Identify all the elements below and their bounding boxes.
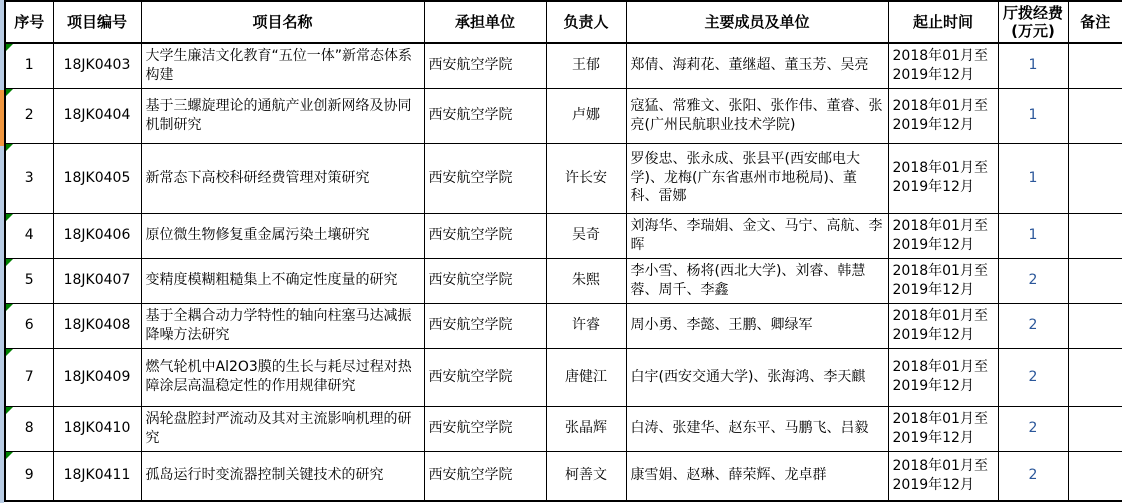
error-indicator-icon <box>6 452 13 459</box>
cell-period[interactable] <box>888 348 998 406</box>
cell-period[interactable] <box>888 143 998 213</box>
period-line1: 2018年01月至 <box>892 217 988 234</box>
table-row <box>5 88 1122 143</box>
cell-members[interactable]: 寇猛、常雅文、张阳、张作伟、董睿、张亮(广州民航职业技术学院) <box>626 88 888 143</box>
error-indicator-icon <box>6 214 13 221</box>
cell-name[interactable]: 涡轮盘腔封严流动及其对主流影响机理的研究 <box>141 406 424 451</box>
cell-leader[interactable]: 唐健江 <box>546 348 626 406</box>
row-number: 3 <box>24 169 34 186</box>
cell-unit[interactable]: 西安航空学院 <box>424 88 546 143</box>
table-row <box>5 303 1122 348</box>
row-number: 8 <box>24 420 34 437</box>
cell-no[interactable] <box>5 213 53 258</box>
cell-leader[interactable]: 卢娜 <box>546 88 626 143</box>
cell-period[interactable] <box>888 213 998 258</box>
period-line2: 2019年12月 <box>892 476 974 493</box>
table-row <box>5 213 1122 258</box>
cell-note[interactable] <box>1068 303 1122 348</box>
cell-members[interactable]: 罗俊忠、张永成、张县平(西安邮电大学)、龙梅(广东省惠州市地税局)、董科、雷娜 <box>626 143 888 213</box>
cell-name[interactable]: 大学生廉洁文化教育“五位一体”新常态体系构建 <box>141 43 424 88</box>
header-leader[interactable]: 负责人 <box>546 1 626 43</box>
cell-fund[interactable]: 1 <box>998 143 1068 213</box>
cell-name[interactable]: 基于三螺旋理论的通航产业创新网络及协同机制研究 <box>141 88 424 143</box>
period-line2: 2019年12月 <box>892 179 974 195</box>
table-row <box>5 348 1122 406</box>
table-row <box>5 43 1122 88</box>
cell-unit[interactable]: 西安航空学院 <box>424 406 546 451</box>
cell-code[interactable]: 18JK0408 <box>53 303 141 348</box>
cell-note[interactable] <box>1068 213 1122 258</box>
period-line2: 2019年12月 <box>892 281 974 298</box>
cell-members[interactable]: 郑倩、海莉花、董继超、董玉芳、吴亮 <box>626 43 888 88</box>
period-line2: 2019年12月 <box>892 326 974 343</box>
cell-unit[interactable]: 西安航空学院 <box>424 143 546 213</box>
header-fund-line1: 厅拨经费 <box>1002 4 1063 22</box>
cell-no[interactable] <box>5 43 53 88</box>
period-line1: 2018年01月至 <box>892 47 988 64</box>
period-line1: 2018年01月至 <box>892 160 988 177</box>
cell-note[interactable] <box>1068 258 1122 303</box>
period-line1: 2018年01月至 <box>892 307 988 324</box>
header-unit[interactable]: 承担单位 <box>424 1 546 43</box>
cell-members[interactable]: 康雪娟、赵琳、薛荣辉、龙卓群 <box>626 451 888 501</box>
period-line2: 2019年12月 <box>892 116 974 133</box>
header-note[interactable]: 备注 <box>1068 1 1122 43</box>
cell-fund[interactable]: 2 <box>998 406 1068 451</box>
header-fund[interactable] <box>998 1 1068 43</box>
cell-unit[interactable]: 西安航空学院 <box>424 303 546 348</box>
period-line1: 2018年01月至 <box>892 359 988 376</box>
cell-note[interactable] <box>1068 406 1122 451</box>
cell-name[interactable]: 燃气轮机中Al2O3膜的生长与耗尽过程对热障涂层高温稳定性的作用规律研究 <box>141 348 424 406</box>
row-number: 2 <box>24 107 34 124</box>
cell-no[interactable] <box>5 143 53 213</box>
table-row <box>5 451 1122 501</box>
table-row <box>5 143 1122 213</box>
header-fund-line2: (万元) <box>1011 22 1055 40</box>
cell-fund[interactable]: 1 <box>998 43 1068 88</box>
header-no[interactable]: 序号 <box>5 1 53 43</box>
cell-leader[interactable]: 朱熙 <box>546 258 626 303</box>
cell-members[interactable]: 李小雪、杨将(西北大学)、刘睿、韩慧蓉、周千、李鑫 <box>626 258 888 303</box>
cell-unit[interactable]: 西安航空学院 <box>424 348 546 406</box>
cell-code[interactable]: 18JK0405 <box>53 143 141 213</box>
cell-note[interactable] <box>1068 348 1122 406</box>
cell-no[interactable] <box>5 451 53 501</box>
cell-code[interactable]: 18JK0404 <box>53 88 141 143</box>
error-indicator-icon <box>6 144 13 151</box>
cell-code[interactable]: 18JK0410 <box>53 406 141 451</box>
period-line2: 2019年12月 <box>892 66 974 83</box>
header-code[interactable]: 项目编号 <box>53 1 141 43</box>
period-line2: 2019年12月 <box>892 236 974 253</box>
cell-name[interactable]: 孤岛运行时变流器控制关键技术的研究 <box>141 451 424 501</box>
cell-period[interactable] <box>888 43 998 88</box>
cell-fund[interactable]: 2 <box>998 258 1068 303</box>
cell-unit[interactable]: 西安航空学院 <box>424 258 546 303</box>
cell-code[interactable]: 18JK0409 <box>53 348 141 406</box>
header-members[interactable]: 主要成员及单位 <box>626 1 888 43</box>
cell-code[interactable]: 18JK0403 <box>53 43 141 88</box>
cell-code[interactable]: 18JK0406 <box>53 213 141 258</box>
row-number: 7 <box>24 368 34 385</box>
cell-leader[interactable]: 吴奇 <box>546 213 626 258</box>
error-indicator-icon <box>6 407 13 414</box>
row-number: 1 <box>24 57 34 74</box>
error-indicator-icon <box>6 44 13 51</box>
cell-no[interactable] <box>5 88 53 143</box>
row-number: 6 <box>24 317 34 334</box>
error-indicator-icon <box>6 259 13 266</box>
table-row <box>5 258 1122 303</box>
cell-leader[interactable]: 柯善文 <box>546 451 626 501</box>
cell-period[interactable] <box>888 406 998 451</box>
cell-members[interactable]: 白宇(西安交通大学)、张海鸿、李天麒 <box>626 348 888 406</box>
period-line1: 2018年01月至 <box>892 97 988 114</box>
cell-leader[interactable]: 许长安 <box>546 143 626 213</box>
header-name[interactable]: 项目名称 <box>141 1 424 43</box>
cell-no[interactable] <box>5 406 53 451</box>
cell-leader[interactable]: 许睿 <box>546 303 626 348</box>
cell-period[interactable] <box>888 303 998 348</box>
cell-fund[interactable]: 2 <box>998 451 1068 501</box>
cell-fund[interactable]: 2 <box>998 303 1068 348</box>
cell-unit[interactable]: 西安航空学院 <box>424 213 546 258</box>
cell-name[interactable]: 新常态下高校科研经费管理对策研究 <box>141 143 424 213</box>
cell-fund[interactable]: 2 <box>998 348 1068 406</box>
cell-no[interactable] <box>5 303 53 348</box>
row-number: 4 <box>24 227 34 244</box>
cell-code[interactable]: 18JK0407 <box>53 258 141 303</box>
cell-period[interactable] <box>888 88 998 143</box>
period-line1: 2018年01月至 <box>892 410 988 427</box>
period-line2: 2019年12月 <box>892 378 974 394</box>
cell-period[interactable] <box>888 258 998 303</box>
cell-members[interactable]: 刘海华、李瑞娟、金文、马宁、高航、李晖 <box>626 213 888 258</box>
cell-fund[interactable]: 1 <box>998 213 1068 258</box>
period-line1: 2018年01月至 <box>892 262 988 279</box>
period-line1: 2018年01月至 <box>892 457 988 474</box>
cell-code[interactable]: 18JK0411 <box>53 451 141 501</box>
cell-leader[interactable]: 王郁 <box>546 43 626 88</box>
projects-table <box>4 0 1122 502</box>
cell-unit[interactable]: 西安航空学院 <box>424 451 546 501</box>
header-period[interactable]: 起止时间 <box>888 1 998 43</box>
cell-note[interactable] <box>1068 451 1122 501</box>
cell-name[interactable]: 变精度模糊粗糙集上不确定性度量的研究 <box>141 258 424 303</box>
cell-unit[interactable]: 西安航空学院 <box>424 43 546 88</box>
table-row <box>5 406 1122 451</box>
cell-no[interactable] <box>5 348 53 406</box>
cell-members[interactable]: 周小勇、李懿、王鹏、卿绿军 <box>626 303 888 348</box>
row-number: 9 <box>24 467 34 484</box>
cell-name[interactable]: 基于全耦合动力学特性的轴向柱塞马达减振降噪方法研究 <box>141 303 424 348</box>
error-indicator-icon <box>6 89 13 96</box>
cell-note[interactable] <box>1068 88 1122 143</box>
header-row <box>5 1 1122 43</box>
cell-note[interactable] <box>1068 43 1122 88</box>
cell-fund[interactable]: 1 <box>998 88 1068 143</box>
cell-no[interactable] <box>5 258 53 303</box>
error-indicator-icon <box>6 349 13 356</box>
error-indicator-icon <box>6 304 13 311</box>
row-number: 5 <box>24 272 34 289</box>
cell-members[interactable]: 白涛、张建华、赵东平、马鹏飞、吕毅 <box>626 406 888 451</box>
period-line2: 2019年12月 <box>892 429 974 446</box>
cell-leader[interactable]: 张晶辉 <box>546 406 626 451</box>
cell-name[interactable]: 原位微生物修复重金属污染土壤研究 <box>141 213 424 258</box>
cell-note[interactable] <box>1068 143 1122 213</box>
cell-period[interactable] <box>888 451 998 501</box>
